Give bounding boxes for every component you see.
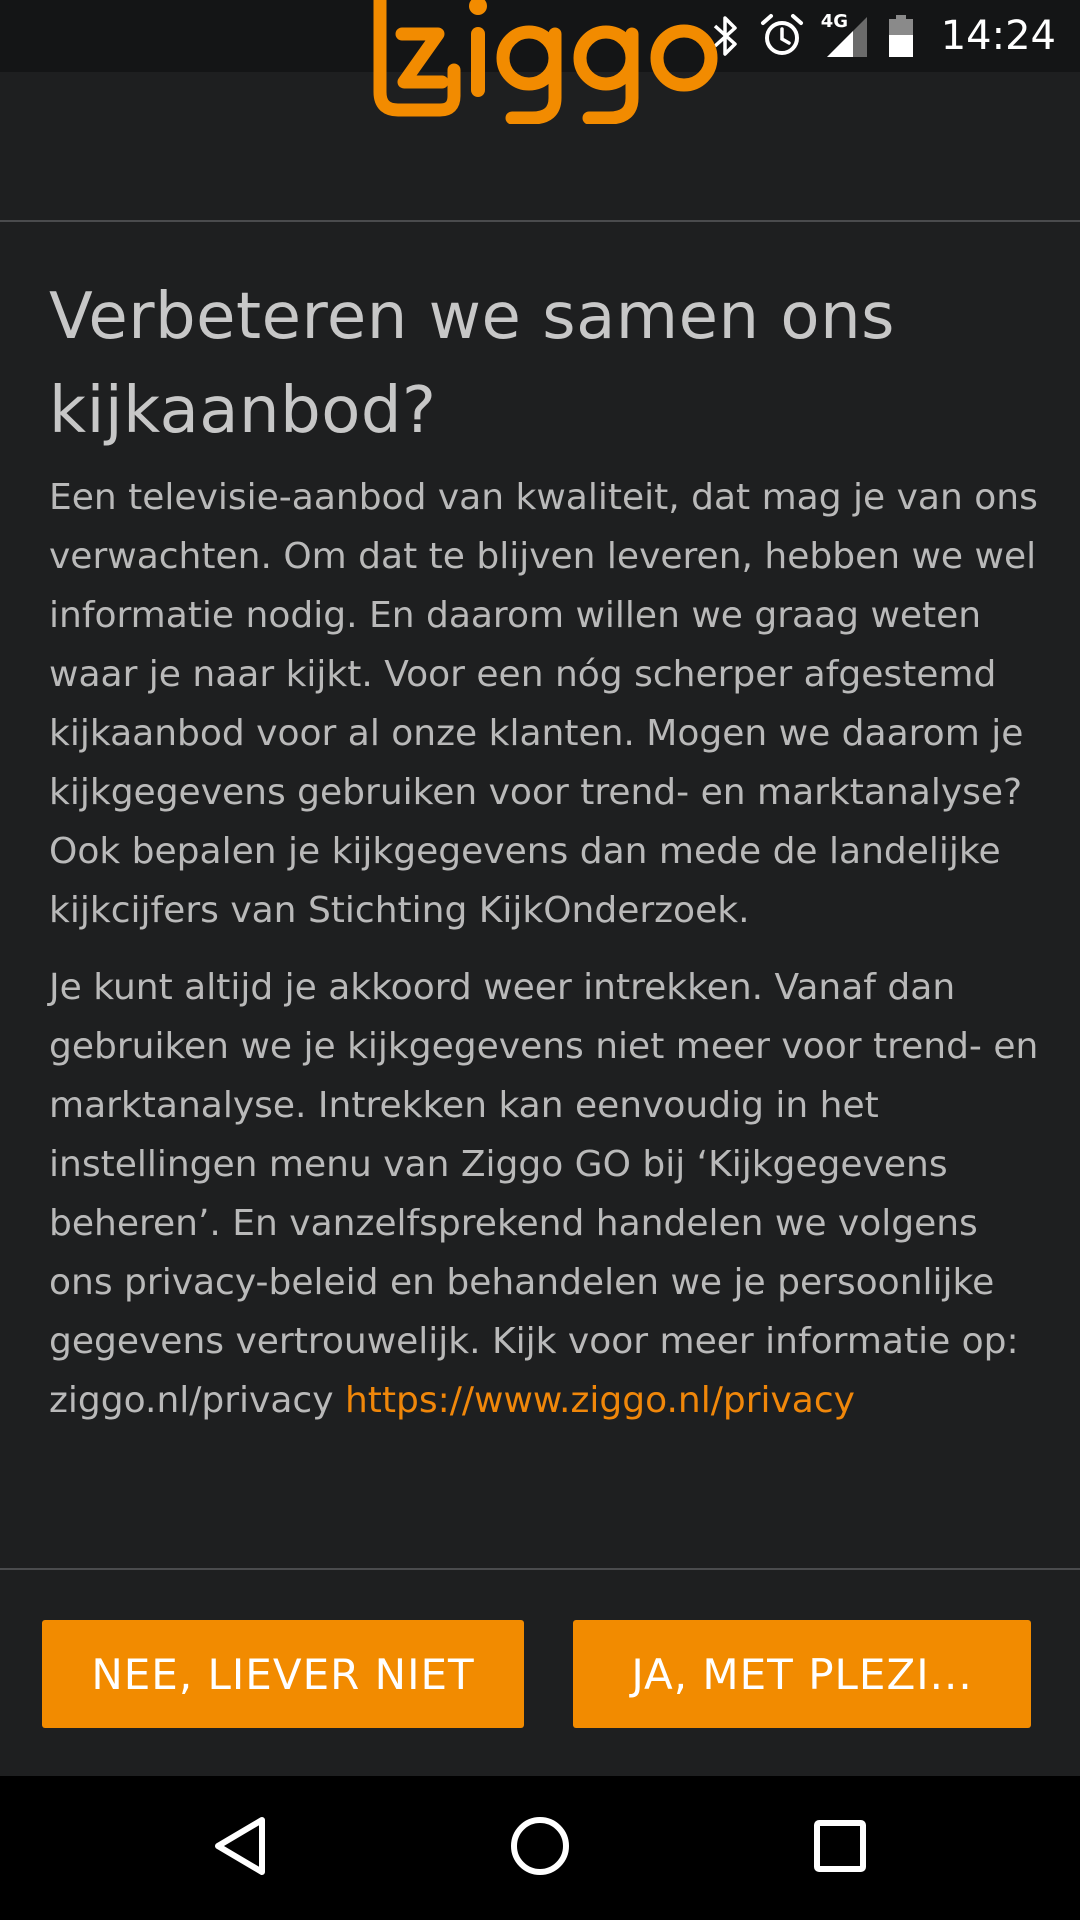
back-icon [210,1814,270,1882]
consent-content [49,270,1039,1430]
recent-apps-icon [812,1818,868,1878]
home-icon [508,1814,572,1882]
decline-button[interactable]: NEE, LIEVER NIET [42,1620,524,1728]
dialog-title: Verbeteren we samen ons kijkaanbod? [49,280,895,448]
header-divider [0,220,1080,222]
privacy-link[interactable]: https://www.ziggo.nl/privacy [344,1380,855,1421]
dialog-paragraph-2 [49,958,1039,1430]
accept-button[interactable]: JA, MET PLEZI... [573,1620,1031,1728]
home-button[interactable] [470,1776,610,1920]
buttons-divider [0,1568,1080,1570]
ziggo-logo [366,0,722,124]
network-type-label: 4G [820,11,849,32]
signal-4g-icon [820,11,869,59]
battery-icon [887,13,915,59]
alarm-icon [759,13,805,59]
paragraph-2-text: Je kunt altijd je akkoord weer intrekken. Vanaf dan gebruiken we je kijkgegevens niet meer voor trend- en marktanalyse. Intrekken kan eenvoudig in het instellingen menu van Ziggo GO bij ‘Kijkgegevens beheren’. En vanzelfsprekend handelen we volgens ons privacy-beleid en behandelen we je persoonlijke gegevens vertrouwelijk. Kijk voor meer informatie op: ziggo.nl/privacy [49,967,1039,1421]
status-clock: 14:24 [940,13,1056,59]
navigation-bar [0,1776,1080,1920]
dialog-paragraph-1: Een televisie-aanbod van kwaliteit, dat mag je van ons verwachten. Om dat te blijven leveren, hebben we wel informatie nodig. En daarom willen we graag weten waar je naar kijkt. Voor een nóg scherper afgestemd kijkaanbod voor al onze klanten. Mogen we daarom je kijkgegevens gebruiken voor trend- en marktanalyse? Ook bepalen je kijkgegevens dan mede de landelijke kijkcijfers van Stichting KijkOnderzoek. [49,477,1038,931]
status-icons [711,0,1056,72]
recent-apps-button[interactable] [770,1776,910,1920]
back-button[interactable] [170,1776,310,1920]
